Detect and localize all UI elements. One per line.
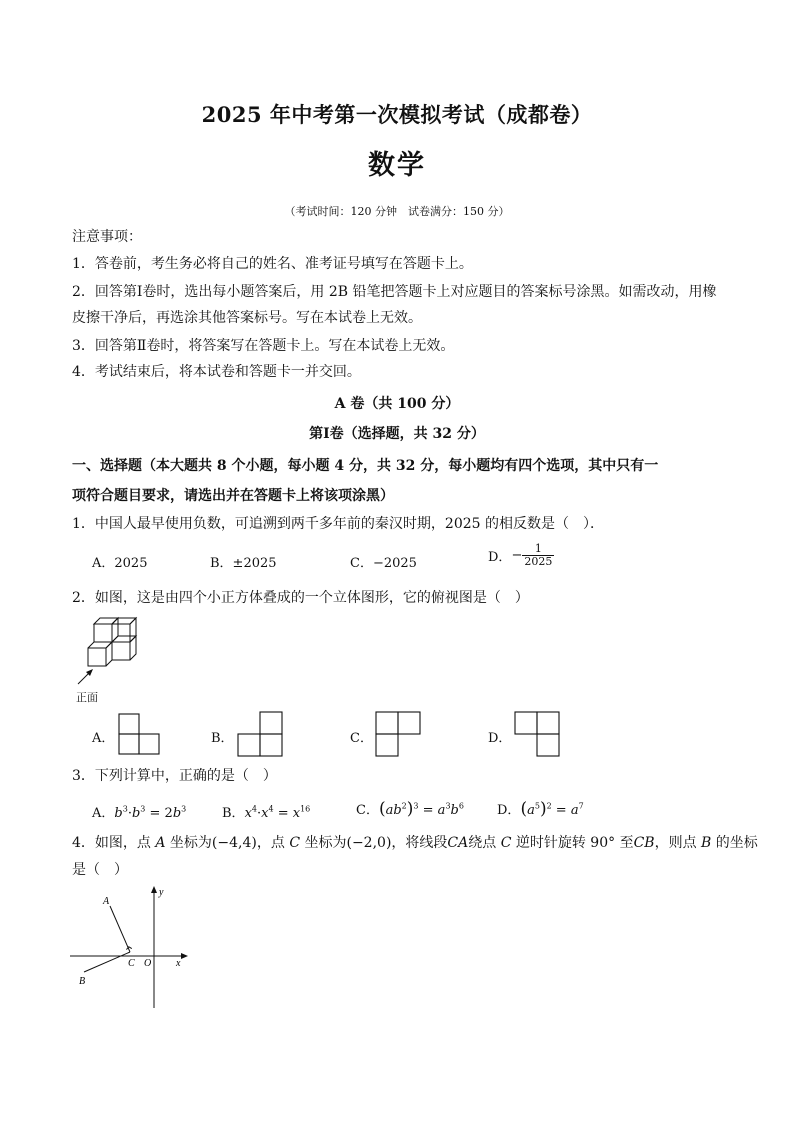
note-item-2-cont: 皮擦干净后，再选涂其他答案标号。写在本试卷上无效。 — [72, 310, 422, 326]
q2-option-b-figure — [236, 711, 284, 757]
q1-option-b: B．±2025 — [210, 556, 277, 571]
q4-stem-line2: 是（ ） — [72, 862, 128, 878]
q4-point-a: A — [155, 835, 166, 851]
q3-option-d: D．$(a^5)^2 = a^7$ — [497, 799, 584, 819]
q4-text-4: 绕点 — [468, 835, 501, 851]
q1-option-c: C．−2025 — [350, 556, 417, 571]
y-axis-arrow — [151, 886, 157, 893]
part-a-heading: A 卷（共 100 分） — [334, 396, 460, 412]
note-item-1: 1．答卷前，考生务必将自己的姓名、准考证号填写在答题卡上。 — [72, 256, 473, 272]
q2-option-a: A． — [92, 731, 115, 746]
q4-segment-ca: CA — [447, 835, 469, 851]
exam-meta: （考试时间：120 分钟 试卷满分：150 分） — [284, 205, 510, 218]
q2-option-a-figure — [118, 713, 162, 755]
q2-option-c: C． — [350, 731, 373, 746]
q1-option-d-sign: − — [511, 548, 523, 563]
note-item-3: 3．回答第Ⅱ卷时，将答案写在答题卡上。写在本试卷上无效。 — [72, 338, 455, 354]
q2-option-c-figure — [374, 711, 422, 757]
q4-text-6: ，则点 — [654, 835, 702, 851]
q4-coordinate-figure — [70, 884, 194, 1012]
x-axis-arrow — [181, 953, 188, 959]
q1-option-a: A．2025 — [92, 556, 148, 571]
q2-stem: 2．如图，这是由四个小正方体叠成的一个立体图形，它的俯视图是（ ） — [72, 590, 529, 606]
q1-option-d-label: D． — [488, 550, 512, 565]
q4-text-3: 坐标为(−2,0)，将线段 — [300, 835, 448, 851]
q3-option-a-label: A． — [92, 806, 115, 821]
q2-front-label: 正面 — [76, 691, 98, 704]
q4-segment-cb: CB — [633, 835, 655, 851]
label-x: x — [176, 958, 181, 969]
label-c: C — [128, 958, 135, 969]
label-b: B — [79, 976, 86, 987]
fraction-denominator: 2025 — [524, 555, 553, 568]
choice-section-line2: 项符合题目要求，请选出并在答题卡上将该项涂黑） — [72, 488, 394, 504]
label-y: y — [159, 887, 164, 898]
subject-title: 数学 — [368, 150, 426, 181]
choice-section-line1: 一、选择题（本大题共 8 个小题，每小题 4 分，共 32 分，每小题均有四个选项，其中只有一 — [72, 458, 659, 474]
notes-heading: 注意事项： — [72, 229, 142, 245]
q3-option-c: C．$(ab^2)^3 = a^3b^6$ — [356, 799, 464, 819]
fraction-numerator: 1 — [522, 543, 554, 556]
label-a: A — [103, 896, 110, 907]
q2-option-d: D． — [488, 731, 512, 746]
q2-option-d-figure — [513, 711, 561, 757]
volume-1-heading: 第Ⅰ卷（选择题，共 32 分） — [309, 426, 485, 442]
note-item-4: 4．考试结束后，将本试卷和答题卡一并交回。 — [72, 364, 361, 380]
q3-option-d-label: D． — [497, 803, 521, 818]
q4-text-7: 的坐标 — [711, 835, 758, 851]
q3-option-a: A．$b^3\cdot b^3 = 2b^3$ — [92, 804, 187, 821]
q2-option-b: B． — [211, 731, 234, 746]
q1-option-d — [488, 543, 554, 568]
q4-text-1: 4．如图，点 — [72, 835, 156, 851]
note-item-2: 2．回答第Ⅰ卷时，选出每小题答案后，用 2B 铅笔把答题卡上对应题目的答案标号涂黑。如需改动，用橡 — [72, 284, 717, 300]
q4-text-5: 逆时针旋转 90° 至 — [511, 835, 634, 851]
q4-text-2: 坐标为(−4,4)，点 — [165, 835, 290, 851]
q3-option-b-label: B． — [222, 806, 245, 821]
q3-option-b: B．$x^4\cdot x^4 = x^{16}$ — [222, 804, 311, 821]
segment-ca — [110, 906, 130, 952]
q3-stem: 3．下列计算中，正确的是（ ） — [72, 768, 277, 784]
q1-option-d-fraction — [522, 543, 554, 568]
q2-cube-figure — [72, 612, 152, 690]
label-o: O — [144, 958, 152, 969]
q1-stem: 1．中国人最早使用负数，可追溯到两千多年前的秦汉时期，2025 的相反数是（ ）． — [72, 516, 604, 532]
q4-stem-line1 — [72, 834, 758, 852]
exam-title: 2025 年中考第一次模拟考试（成都卷） — [201, 102, 593, 127]
segment-cb — [84, 952, 130, 972]
q4-point-c2: C — [500, 835, 512, 851]
q4-point-b: B — [701, 835, 712, 851]
q4-point-c: C — [289, 835, 301, 851]
q3-option-c-label: C． — [356, 803, 379, 818]
